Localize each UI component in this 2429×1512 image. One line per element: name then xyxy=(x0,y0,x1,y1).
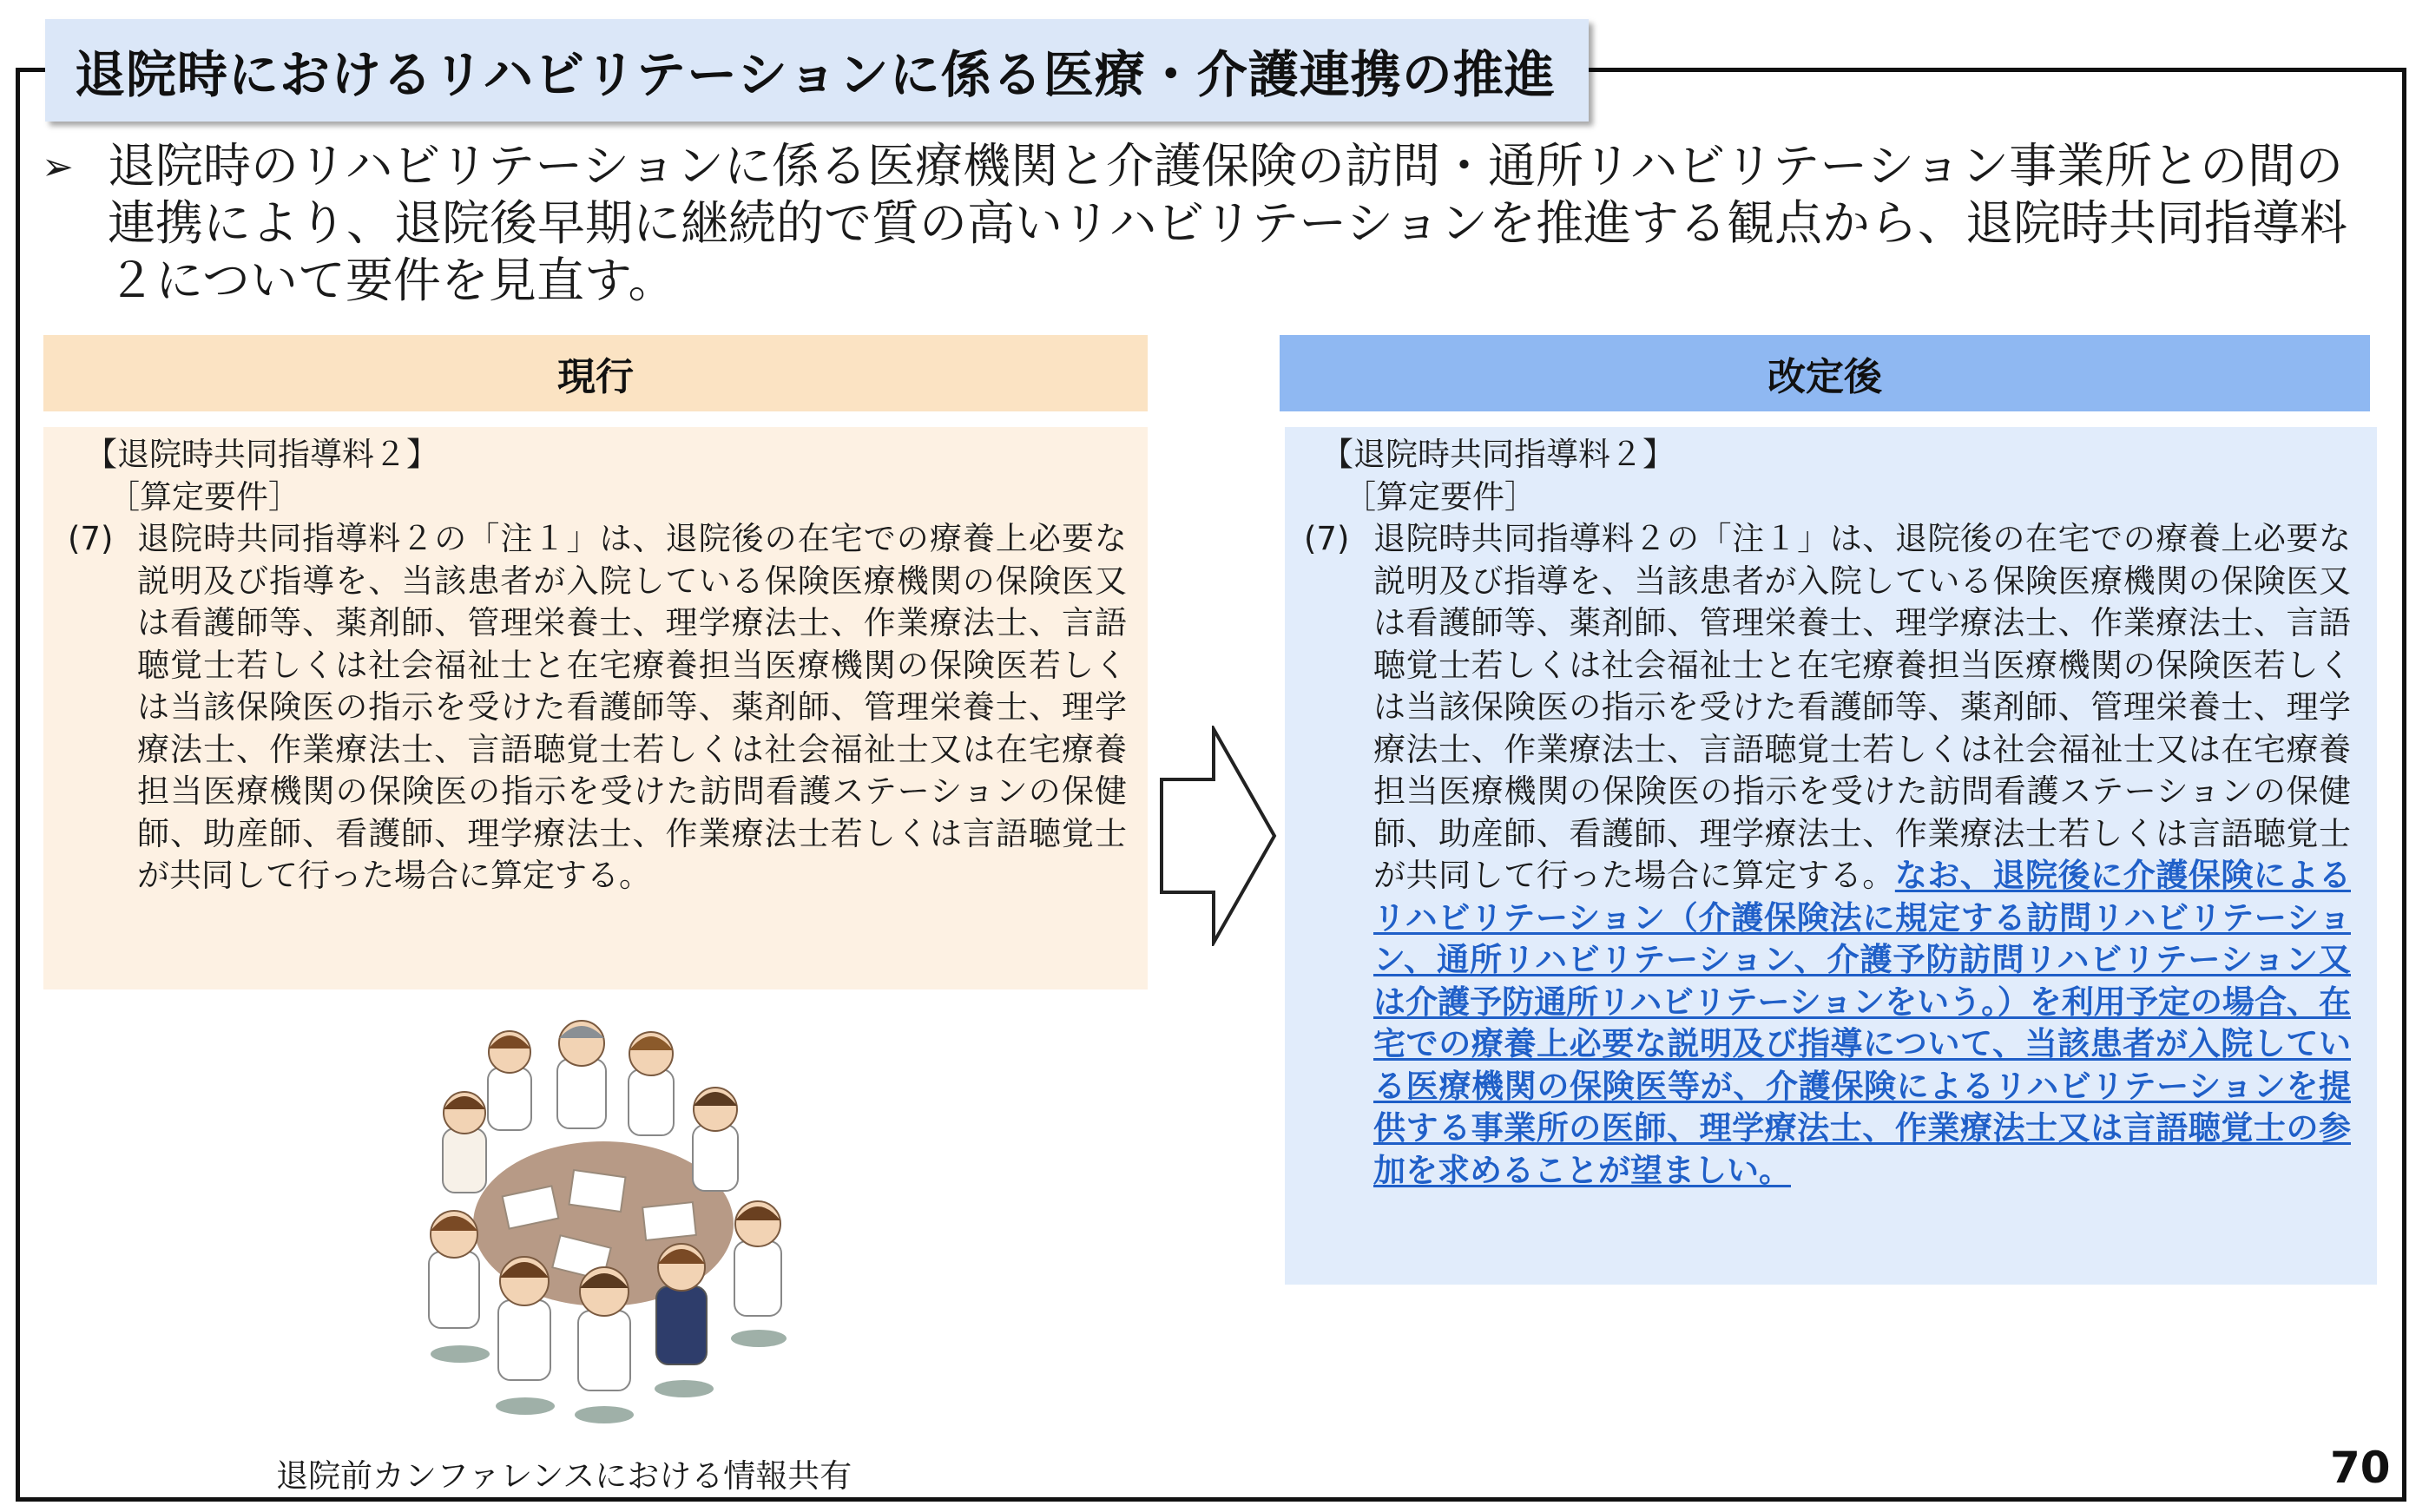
current-item xyxy=(68,518,1127,897)
revised-item-body xyxy=(1373,518,2351,1192)
revised-item-number: (7) xyxy=(1304,520,1350,557)
summary-text: 退院時のリハビリテーションに係る医療機関と介護保険の訪問・通所リハビリテーション事業所との間の連携により、退院後早期に継続的で質の高いリハビリテーションを推進する観点から、退院時共同指導料２について要件を見直す。 xyxy=(108,138,2348,308)
revised-item-text: 退院時共同指導料２の「注１」は、退院後の在宅での療養上必要な説明及び指導を、当該患者が入院している保険医療機関の保険医又は看護師等、薬剤師、管理栄養士、理学療法士、作業療法士、言語聴覚士若しくは社会福祉士と在宅療養担当医療機関の保険医若しくは当該保険医の指示を受けた看護師等、薬剤師、管理栄養士、理学療法士、作業療法士、言語聴覚士若しくは社会福祉士又は在宅療養担当医療機関の保険医の指示を受けた訪問看護ステーションの保健師、助産師、看護師、理学療法士、作業療法士若しくは言語聴覚士が共同して行った場合に算定する。 xyxy=(1373,520,2351,894)
page-number: 70 xyxy=(2330,1443,2391,1493)
current-subheading: ［算定要件］ xyxy=(108,477,300,516)
conference-illustration xyxy=(408,1007,816,1441)
right-arrow-icon xyxy=(1158,726,1278,946)
revised-added-text: なお、退院後に介護保険によるリハビリテーション（介護保険法に規定する訪問リハビリテーション、通所リハビリテーション、介護予防訪問リハビリテーション又は介護予防通所リハビリテーションをいう。）を利用予定の場合、在宅での療養上必要な説明及び指導について、当該患者が入院している医療機関の保険医等が、介護保険によるリハビリテーションを提供する事業所の医師、理学療法士、作業療法士又は言語聴覚士の参加を求めることが望ましい。 xyxy=(1373,857,2351,1189)
bullet-arrow-icon: ➢ xyxy=(42,145,74,189)
revised-heading: 【退院時共同指導料２】 xyxy=(1321,436,1675,473)
current-panel xyxy=(43,427,1148,989)
revised-subheading: ［算定要件］ xyxy=(1344,477,1537,516)
current-header: 現行 xyxy=(43,335,1148,411)
current-heading: 【退院時共同指導料２】 xyxy=(85,436,438,473)
current-item-text: 退院時共同指導料２の「注１」は、退院後の在宅での療養上必要な説明及び指導を、当該患者が入院している保険医療機関の保険医又は看護師等、薬剤師、管理栄養士、理学療法士、作業療法士、言語聴覚士若しくは社会福祉士と在宅療養担当医療機関の保険医若しくは当該保険医の指示を受けた看護師等、薬剤師、管理栄養士、理学療法士、作業療法士、言語聴覚士若しくは社会福祉士又は在宅療養担当医療機関の保険医の指示を受けた訪問看護ステーションの保健師、助産師、看護師、理学療法士、作業療法士若しくは言語聴覚士が共同して行った場合に算定する。 xyxy=(137,520,1127,894)
revised-panel xyxy=(1285,427,2377,1285)
title-box xyxy=(45,19,1589,122)
page-title: 退院時におけるリハビリテーションに係る医療・介護連携の推進 xyxy=(75,45,1556,104)
revised-item xyxy=(1304,518,2351,1192)
summary-bullet xyxy=(42,137,2368,309)
illustration-caption: 退院前カンファレンスにおける情報共有 xyxy=(276,1457,852,1495)
current-item-number: (7) xyxy=(68,520,114,557)
revised-header: 改定後 xyxy=(1280,335,2370,411)
